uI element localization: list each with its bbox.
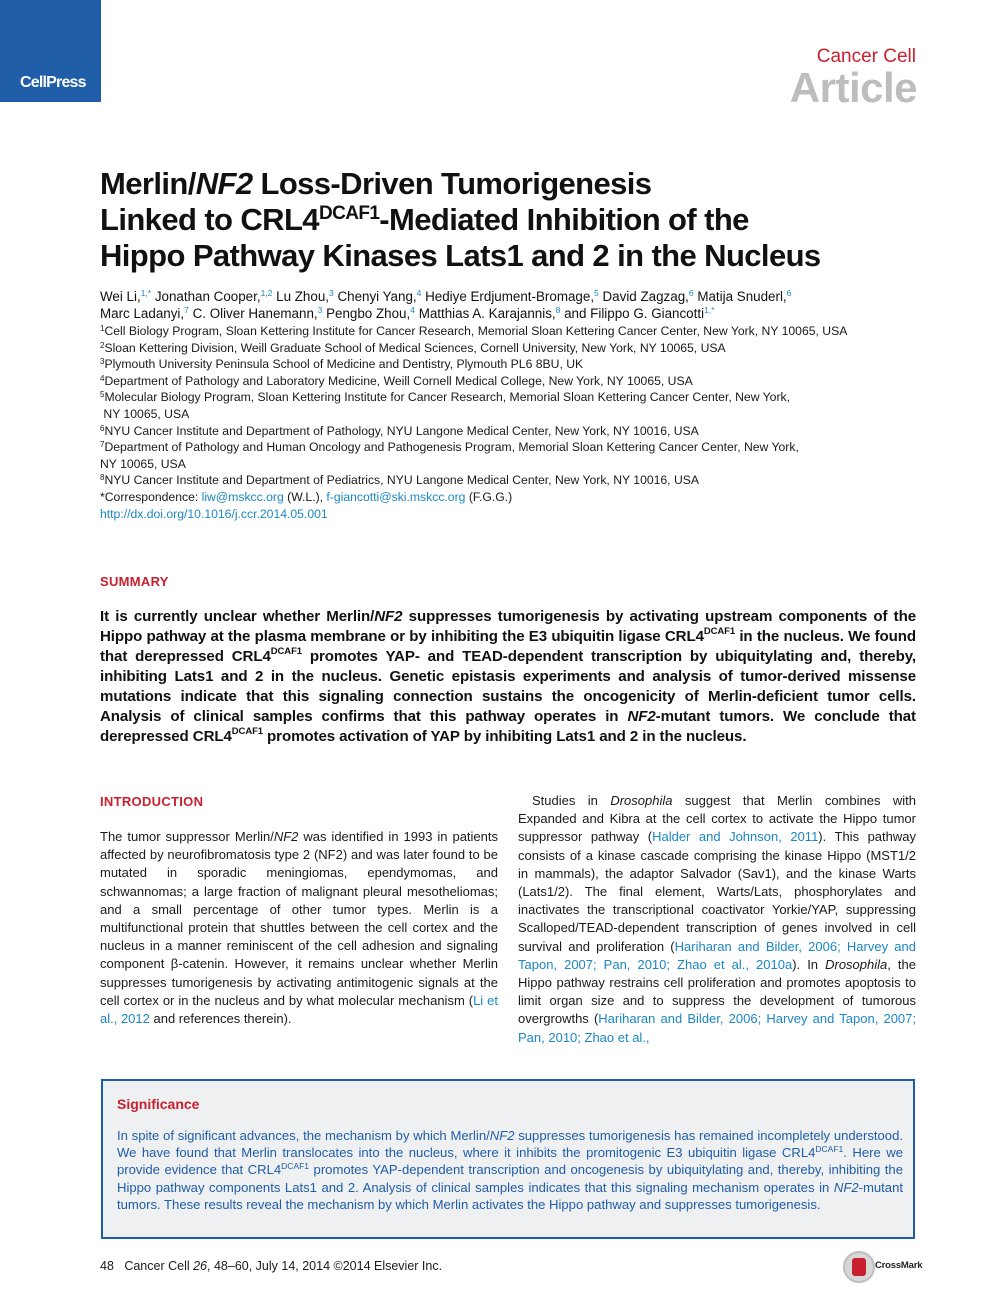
crossmark-label: CrossMark bbox=[875, 1260, 923, 1271]
affiliation: NY 10065, USA bbox=[100, 406, 190, 421]
affiliation: $^2$Sloan Kettering Division, Weill Graduate School of Medical Sciences, Cornell University, New York, NY 10065, USA bbox=[100, 340, 726, 355]
article-title: Merlin/NF2 Loss-Driven Tumorigenesis Linked to $CRL4^{DCAF1}$-Mediated Inhibition of the Hippo Pathway Kinases Lats1 and 2 in the Nucleus bbox=[100, 166, 821, 273]
citation-link[interactable]: Hariharan and Bilder, 2006; Harvey and Tapon, 2007; Pan, 2010; Zhao et al., 2010a bbox=[518, 938, 916, 972]
introduction-heading: INTRODUCTION bbox=[100, 794, 204, 809]
author: Chenyi Yang, bbox=[337, 289, 417, 304]
cellpress-logo bbox=[0, 0, 101, 102]
publisher-name: CellPress bbox=[20, 74, 86, 91]
crossmark-badge[interactable] bbox=[843, 1251, 923, 1283]
page-footer: 48 Cancer Cell 26, 48–60, July 14, 2014 ©2014 Elsevier Inc. bbox=[100, 1259, 443, 1273]
author: Pengbo Zhou, bbox=[326, 306, 411, 321]
author: Matthias A. Karajannis, bbox=[418, 306, 556, 321]
significance-box bbox=[101, 1079, 915, 1239]
affiliation: $^5$Molecular Biology Program, Sloan Kettering Institute for Cancer Research, Memorial Sloan Kettering Cancer Center, New York, bbox=[100, 390, 790, 405]
author: Lu Zhou, bbox=[276, 289, 329, 304]
citation-link[interactable]: Hariharan and Bilder, 2006; Harvey and Tapon, 2007; Pan, 2010; Zhao et al., bbox=[518, 1011, 916, 1045]
author: C. Oliver Hanemann, bbox=[192, 306, 318, 321]
author: Marc Ladanyi, bbox=[100, 306, 185, 321]
article-type: Article bbox=[789, 64, 917, 111]
journal-name: Cancer Cell bbox=[816, 46, 916, 67]
author: Wei Li, bbox=[100, 289, 141, 304]
introduction-text: The tumor suppressor Merlin/NF2 was identified in 1993 in patients affected by neurofibromatosis type 2 (NF2) and was later found to be mutated in sporadic meningiomas, ependymomas, and schwannomas; a large fraction of malignant pleural mesotheliomas; and a small percentage of other tumor types. Merlin is a multifunctional protein that shuttles between the cell cortex and the nucleus in a manner reminiscent of the cell adhesion and signaling component β-catenin. However, it remains unclear whether Merlin suppresses tumorigenesis by activating antimitogenic signals at the cell cortex or in the nucleus and by what molecular mechanism (Li et al., 2012 and references therein). bbox=[100, 829, 498, 1027]
affiliation: NY 10065, USA bbox=[100, 456, 186, 471]
author: and Filippo G. Giancotti bbox=[564, 306, 705, 321]
author: David Zagzag, bbox=[602, 289, 689, 304]
affiliation: $^4$Department of Pathology and Laboratory Medicine, Weill Cornell Medical College, New York, NY 10065, USA bbox=[100, 373, 693, 388]
doi-link[interactable]: http://dx.doi.org/10.1016/j.ccr.2014.05.001 bbox=[100, 506, 328, 521]
citation-link[interactable]: Halder and Johnson, 2011 bbox=[652, 829, 819, 845]
author: Hediye Erdjument-Bromage, bbox=[425, 289, 595, 304]
page-number: 48 bbox=[100, 1259, 114, 1273]
affiliation: $^7$Department of Pathology and Human Oncology and Pathogenesis Program, Memorial Sloan Kettering Cancer Center, New York, bbox=[100, 440, 799, 455]
author: Matija Snuderl, bbox=[697, 289, 787, 304]
correspondence: *Correspondence: liw@mskcc.org (W.L.), f-giancotti@ski.mskcc.org (F.G.G.) bbox=[100, 489, 513, 504]
citation-link[interactable]: Li et al., 2012 bbox=[100, 992, 498, 1027]
crossmark-icon bbox=[843, 1251, 875, 1283]
email-link-giancotti[interactable]: f-giancotti@ski.mskcc.org bbox=[326, 489, 466, 504]
summary-heading: SUMMARY bbox=[100, 574, 169, 589]
significance-heading: Significance bbox=[117, 1096, 200, 1112]
summary-text: It is currently unclear whether Merlin/NF2 suppresses tumorigenesis by activating upstream components of the Hippo pathway at the plasma membrane or by inhibiting the E3 ubiquitin ligase $CRL4^{DCAF1}$ in the nucleus. We found that derepressed $CRL4^{DCAF1}$ promotes YAP- and TEAD-dependent transcription by ubiquitylating and, thereby, inhibiting Lats1 and 2 in the nucleus. Genetic epistasis experiments and analysis of tumor-derived missense mutations indicate that this signaling connection sustains the oncogenicity of Merlin-deficient tumor cells. Analysis of clinical samples confirms that this pathway operates in NF2-mutant tumors. We conclude that derepressed $CRL4^{DCAF1}$ promotes activation of YAP by inhibiting Lats1 and 2 in the nucleus. bbox=[100, 608, 917, 745]
affiliation: $^6$NYU Cancer Institute and Department of Pathology, NYU Langone Medical Center, New York, NY 10016, USA bbox=[100, 423, 699, 438]
author: Jonathan Cooper, bbox=[154, 289, 261, 304]
body-text-right: Studies in Drosophila suggest that Merlin combines with Expanded and Kibra at the cell cortex to activate the Hippo tumor suppressor pathway (Halder and Johnson, 2011). This pathway consists of a kinase cascade comprising the kinase Hippo (MST1/2 in mammals), the adaptor Salvador (Sav1), and the kinase Warts (Lats1/2). The final element, Warts/Lats, phosphorylates and inactivates the transcriptional coactivator Yorkie/YAP, suppressing Scalloped/TEAD-dependent transcription of genes involved in cell survival and proliferation (Hariharan and Bilder, 2006; Harvey and Tapon, 2007; Pan, 2010; Zhao et al., 2010a). In Drosophila, the Hippo pathway restrains cell proliferation and promotes apoptosis to limit organ size and to suppress the development of tumorous overgrowths (Hariharan and Bilder, 2006; Harvey and Tapon, 2007; Pan, 2010; Zhao et al., bbox=[518, 793, 917, 1045]
affiliation: $^8$NYU Cancer Institute and Department of Pediatrics, NYU Langone Medical Center, New York, NY 10016, USA bbox=[100, 473, 700, 488]
affiliation: $^3$Plymouth University Peninsula School of Medicine and Dentistry, Plymouth PL6 8BU, UK bbox=[100, 357, 584, 372]
affiliation-list bbox=[100, 323, 930, 522]
email-link-li[interactable]: liw@mskcc.org bbox=[201, 489, 284, 504]
significance-text: In spite of significant advances, the mechanism by which Merlin/NF2 suppresses tumorigenesis has remained incompletely understood. We have found that Merlin translocates into the nucleus, where it inhibits the promitogenic E3 ubiquitin ligase $CRL4^{DCAF1}$. Here we provide evidence that $CRL4^{DCAF1}$ promotes YAP-dependent transcription and oncogenesis by ubiquitylating and, thereby, inhibiting the Hippo pathway components Lats1 and 2. Analysis of clinical samples indicates that this signaling mechanism operates in NF2-mutant tumors. These results reveal the mechanism by which Merlin activates the Hippo pathway and suppresses tumorigenesis. bbox=[117, 1128, 903, 1212]
affiliation: $^1$Cell Biology Program, Sloan Kettering Institute for Cancer Research, Memorial Sloan Kettering Cancer Center, New York, NY 10065, USA bbox=[100, 324, 848, 338]
author-list: Wei Li,$^{1,*}$ Jonathan Cooper,$^{1,2}$ Lu Zhou,$^3$ Chenyi Yang,$^4$ Hediye Erdjument-Bromage,$^5$ David Zagzag,$^6$ Matija Snuderl,$^6$ Marc Ladanyi,$^7$ C. Oliver Hanemann,$^3$ Pengbo Zhou,$^4$ Matthias A. Karajannis,$^8$ and Filippo G. Giancotti$^{1,*}$ bbox=[100, 288, 792, 321]
